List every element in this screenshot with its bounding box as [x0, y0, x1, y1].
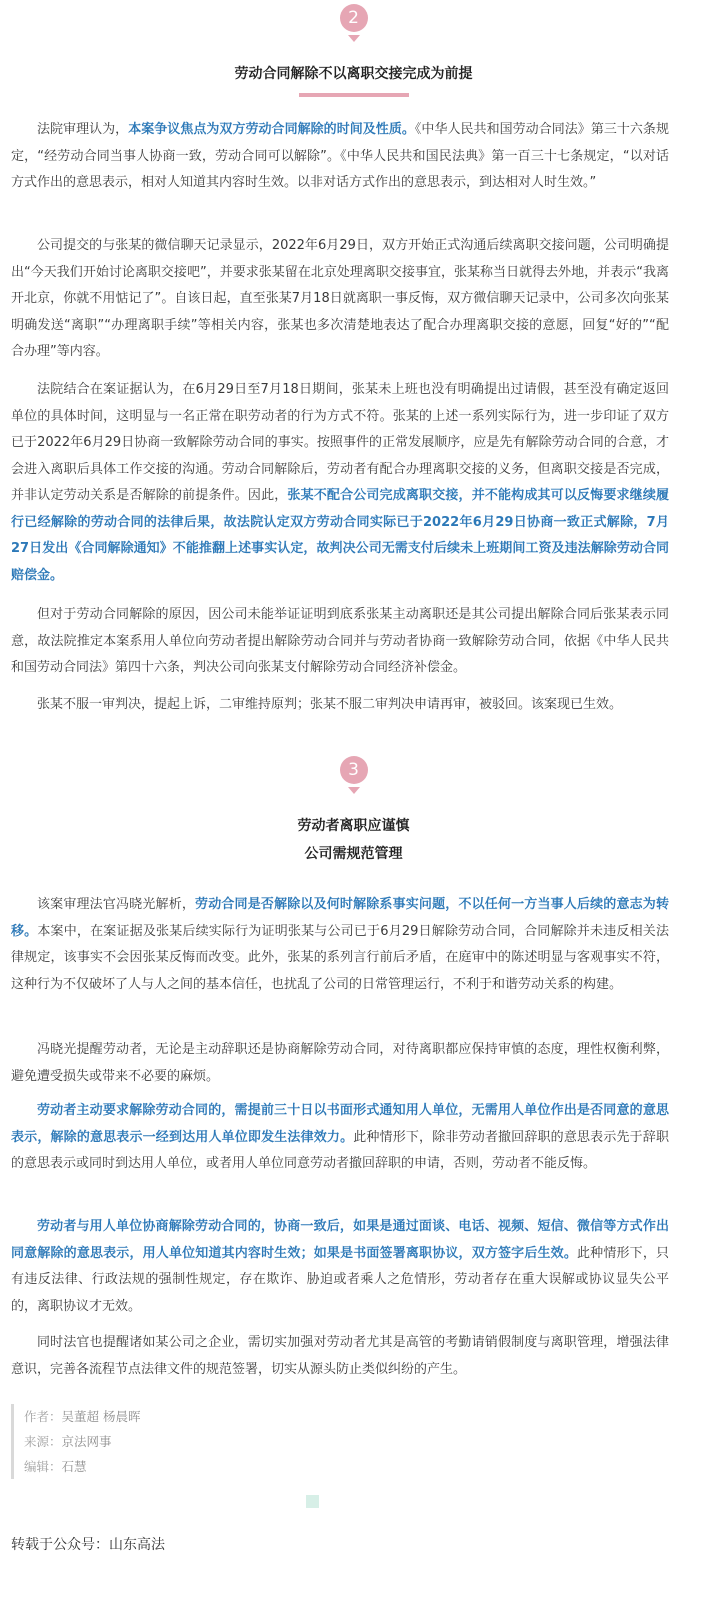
paragraph: [11, 1037, 669, 1090]
paragraph-text: 此种情形下，除非劳动者撤回辞职的意思表示先于辞职的意思表示或同时到达用人单位，或者用人单位同意劳动者撤回辞职的申请，否则，劳动者不能反悔。: [11, 1129, 669, 1171]
paragraph-text: 冯晓光提醒劳动者，无论是主动辞职还是协商解除劳动合同，对待离职都应保持审慎的态度，理性权衡利弊，避免遭受损失或带来不必要的麻烦。: [11, 1042, 669, 1084]
paragraph-text: 此种情形下，只有违反法律、行政法规的强制性规定，存在欺诈、胁迫或者乘人之危情形，劳动者存在重大误解或协议显失公平的，离职协议才无效。: [11, 1245, 669, 1314]
section-2-title-underline: [299, 93, 409, 97]
paragraph-text: 法院结合在案证据认为，在6月29日至7月18日期间，张某未上班也没有明确提出过请假，甚至没有确定返回单位的具体时间，这明显与一名正常在职劳动者的行为方式不符。张某的上述一系列实际行为，进一步印证了双方已于2022年6月29日协商一致解除劳动合同的事实。按照事件的正常发展顺序，应是先有解除劳动合同的合意，才会进入离职后具体工作交接的沟通。劳动合同解除后，劳动者有配合办理离职交接的义务，但离职交接是否完成，并非认定劳动关系是否解除的前提条件。因此，: [11, 382, 669, 503]
paragraph-text: 公司提交的与张某的微信聊天记录显示，2022年6月29日，双方开始正式沟通后续离职交接问题，公司明确提出“今天我们开始讨论离职交接吧”，并要求张某留在北京处理离职交接事宜，张某称当日就得去外地，并表示“我离开北京，你就不用惦记了”。自该日起，直至张某7月18日就离职一事反悔，双方微信聊天记录中，公司多次向张某明确发送“离职”“办理离职手续”等相关内容，张某也多次清楚地表达了配合办理离职交接的意愿，回复“好的”“配合办理”等内容。: [11, 238, 669, 359]
section-2-badge: [339, 4, 369, 42]
paragraph-text: 但对于劳动合同解除的原因，因公司未能举证证明到底系张某主动离职还是其公司提出解除合同后张某表示同意，故法院推定本案系用人单位向劳动者提出解除劳动合同并与劳动者协商一致解除劳动合同，依据《中华人民共和国劳动合同法》第四十六条，判决公司向张某支付解除劳动合同经济补偿金。: [11, 607, 669, 675]
highlighted-text: 劳动者主动要求解除劳动合同的，需提前三十日以书面形式通知用人单位，无需用人单位作出是否同意的意思表示，解除的意思表示一经到达用人单位即发生法律效力。: [11, 1103, 669, 1145]
paragraph: [11, 1214, 669, 1320]
paragraph: [11, 1098, 669, 1178]
paragraph-text: 法院审理认为，: [37, 122, 129, 137]
article-credits: [11, 1404, 224, 1479]
paragraph-text: 本案中，在案证据及张某后续实际行为证明张某与公司已于6月29日解除劳动合同，合同解除并未违反相关法律规定，该事实不会因张某反悔而改变。此外，张某的系列言行前后矛盾，在庭审中的陈述明显与客观事实不符，这种行为不仅破坏了人与人之间的基本信任，也扰乱了公司的日常管理运行，不利于和谐劳动关系的构建。: [11, 923, 669, 992]
section-3-title: [0, 812, 707, 868]
paragraph-text: 同时法官也提醒诸如某公司之企业，需切实加强对劳动者尤其是高管的考勤请销假制度与离职管理，增强法律意识，完善各流程节点法律文件的规范签署，切实从源头防止类似纠纷的产生。: [11, 1335, 669, 1377]
highlighted-text: 劳动合同是否解除以及何时解除系事实问题，不以任何一方当事人后续的意志为转移。: [11, 897, 669, 939]
paragraph: [11, 117, 669, 197]
repost-note: 转载于公众号：山东高法: [11, 1537, 165, 1553]
section-number: 3: [340, 756, 368, 784]
paragraph: [11, 892, 669, 998]
paragraph: [11, 1330, 669, 1383]
paragraph: [11, 233, 669, 366]
section-number: 2: [340, 4, 368, 32]
section-title-line: 劳动合同解除不以离职交接完成为前提: [234, 66, 473, 82]
credit-editor: 编辑：石慧: [24, 1459, 87, 1474]
highlighted-text: 劳动者与用人单位协商解除劳动合同的，协商一致后，如果是通过面谈、电话、视频、短信、微信等方式作出同意解除的意思表示，用人单位知道其内容时生效；如果是书面签署离职协议，双方签字后生效。: [11, 1219, 669, 1261]
paragraph-text: 张某不服一审判决，提起上诉，二审维持原判；张某不服二审判决申请再审，被驳回。该案现已生效。: [37, 697, 623, 712]
section-2-title: [0, 60, 707, 88]
highlighted-text: 张某不配合公司完成离职交接，并不能构成其可以反悔要求继续履行已经解除的劳动合同的法律后果，故法院认定双方劳动合同实际已于2022年6月29日协商一致正式解除，7月27日发出《合同解除通知》不能推翻上述事实认定，故判决公司无需支付后续未上班期间工资及违法解除劳动合同赔偿金。: [11, 488, 669, 583]
badge-pointer: [348, 35, 360, 42]
section-title-line: 公司需规范管理: [304, 846, 403, 862]
credit-author: 作者：吴董超 杨晨晖: [24, 1409, 141, 1424]
paragraph-text: 该案审理法官冯晓光解析，: [37, 897, 196, 912]
section-3-badge: [339, 756, 369, 794]
paragraph: [11, 377, 669, 589]
badge-pointer: [348, 787, 360, 794]
paragraph: [11, 602, 669, 682]
decorative-square: [306, 1495, 319, 1508]
section-title-line: 劳动者离职应谨慎: [297, 818, 410, 834]
paragraph: [11, 692, 669, 719]
highlighted-text: 本案争议焦点为双方劳动合同解除的时间及性质。: [128, 122, 415, 137]
credit-source: 来源：京法网事: [24, 1434, 112, 1449]
paragraph-text: 《中华人民共和国劳动合同法》第三十六条规定，“经劳动合同当事人协商一致，劳动合同可以解除”。《中华人民共和国民法典》第一百三十七条规定，“以对话方式作出的意思表示，相对人知道其内容时生效。以非对话方式作出的意思表示，到达相对人时生效。”: [11, 122, 669, 190]
